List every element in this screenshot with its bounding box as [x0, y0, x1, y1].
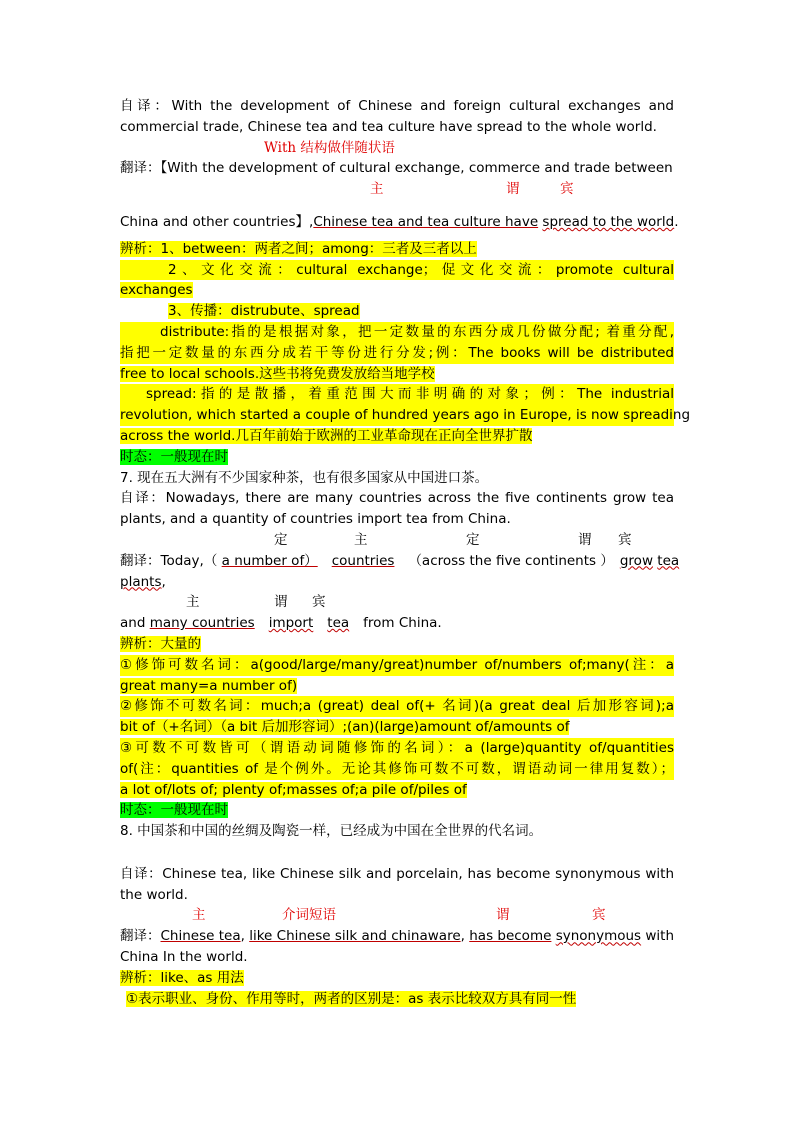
analysis-line: [120, 676, 674, 697]
tense-line: [120, 800, 674, 821]
prep-phrase-segment: like Chinese silk and chinaware: [249, 928, 461, 945]
marker-object: 宾: [592, 907, 606, 924]
analysis-line: ③可数不可数皆可（谓语动词随修饰的名词）：a (large)quantity of/quantities: [120, 738, 674, 759]
analysis-line: [120, 280, 674, 301]
self-translation-line: the world.: [120, 886, 188, 903]
text-segment: and: [120, 615, 150, 632]
text-segment: 翻译：Today,（: [120, 552, 222, 569]
analysis-line: of(注：quantities of 是个例外。无论其修饰可数不可数，谓语动词一律用复数）；: [120, 759, 674, 780]
marker-attribute: 定: [274, 531, 288, 548]
analysis-line: [120, 426, 674, 447]
marker-subject: 主: [370, 181, 384, 198]
analysis-line: 指把一定数量的东西分成若干等份进行分发;例：The books will be distributed: [120, 343, 674, 364]
tense-label: 时态：一般现在时: [120, 802, 228, 819]
marker-subject: 主: [354, 531, 368, 548]
analysis-line: spread:指的是散播，着重范围大而非明确的对象；例：The industrial: [120, 384, 674, 405]
subject-segment: countries: [331, 552, 395, 569]
tense-line: [120, 447, 674, 468]
analysis-line: distribute:指的是根据对象，把一定数量的东西分成几份做分配; 着重分配,: [120, 322, 674, 343]
analysis-line: [120, 634, 674, 655]
self-translation-line: 自译：With the development of Chinese and foreign cultural exchanges and: [120, 98, 674, 114]
analysis-text: across the world.几百年前始于欧洲的工业革命现在正向全世界扩散: [120, 427, 533, 444]
text-segment: 翻译：: [120, 928, 161, 945]
analysis-line: 2、文化交流：cultural exchange；促文化交流：promote cultural: [120, 260, 674, 281]
marker-predicate: 谓: [274, 594, 288, 611]
translation-line: [120, 613, 674, 634]
object-segment: tea: [327, 615, 350, 632]
attribute-segment: a number of）: [221, 552, 318, 569]
translation-line: [120, 212, 679, 233]
self-translation-line: commercial trade, Chinese tea and tea culture have spread to the whole world.: [120, 118, 657, 135]
object-segment: tea: [657, 552, 680, 569]
with-structure-note: With 结构做伴随状语: [264, 139, 395, 156]
self-translation-line: 自译：Nowadays, there are many countries across the five continents grow tea: [120, 490, 674, 507]
marker-prep-phrase: 介词短语: [282, 907, 336, 924]
self-translation-line: 自译：Chinese tea, like Chinese silk and porcelain, has become synonymous with: [120, 865, 674, 882]
tense-label: 时态：一般现在时: [120, 448, 228, 465]
subject-segment: many countries: [149, 615, 255, 632]
analysis-text: exchanges: [120, 282, 193, 299]
analysis-line: [120, 239, 674, 260]
analysis-line: ①修饰可数名词：a(good/large/many/great)number of/numbers of;many(注：a: [120, 655, 674, 676]
marker-predicate: 谓: [578, 531, 592, 548]
self-translation-line: plants, and a quantity of countries import tea from China.: [120, 511, 511, 528]
marker-subject: 主: [192, 907, 206, 924]
analysis-line: [120, 301, 674, 322]
translation-line: [120, 926, 674, 947]
analysis-line: ②修饰不可数名词：much;a (great) deal of(+ 名词)(a great deal 后加形容词);a: [120, 696, 674, 717]
text-segment: .: [674, 213, 679, 230]
annotation-note: [120, 138, 674, 159]
analysis-text: bit of（+名词）（a bit 后加形容词）;(an)(large)amount of/amounts of: [120, 719, 570, 736]
question-title: 8. 中国茶和中国的丝绸及陶瓷一样，已经成为中国在全世界的代名词。: [120, 823, 543, 840]
analysis-text: free to local schools.这些书将免费发放给当地学校: [120, 365, 435, 382]
text-segment: from China.: [363, 615, 442, 632]
text-segment: with: [641, 928, 675, 945]
subject-segment: Chinese tea and tea culture have: [313, 213, 539, 230]
marker-attribute: 定: [466, 531, 480, 548]
analysis-line: [120, 780, 674, 801]
grammar-marker-row: [120, 530, 674, 551]
subject-segment: Chinese tea: [160, 928, 241, 945]
grammar-marker-row: [120, 592, 674, 613]
analysis-line: [120, 968, 674, 989]
text-segment: China and other countries】,: [120, 213, 314, 230]
marker-subject: 主: [186, 594, 200, 611]
marker-object: 宾: [312, 594, 326, 611]
analysis-line: [120, 717, 674, 738]
document-page: [120, 96, 691, 1009]
analysis-text: a lot of/lots of; plenty of;masses of;a pile of/piles of: [120, 781, 467, 798]
marker-object: 宾: [618, 531, 632, 548]
text-segment: ,: [161, 573, 166, 590]
marker-predicate: 谓: [506, 181, 520, 198]
text-segment: （across the five continents ）: [408, 552, 614, 569]
analysis-text: 辨析：1、between：两者之间；among：三者及三者以上: [120, 240, 477, 257]
analysis-text: 辨析：大量的: [120, 635, 201, 652]
analysis-text: great many=a number of): [120, 677, 298, 694]
object-segment: plants: [120, 573, 162, 590]
predicate-segment: spread to the world: [542, 213, 675, 230]
marker-predicate: 谓: [496, 907, 510, 924]
text-segment: ,: [460, 928, 470, 945]
object-segment: synonymous: [555, 928, 642, 945]
analysis-text: 辨析：like、as 用法: [120, 969, 244, 986]
translation-line: [120, 551, 680, 572]
predicate-segment: import: [268, 615, 314, 632]
marker-object: 宾: [560, 181, 574, 198]
analysis-text: 3、传播：distrubute、spread: [168, 303, 360, 320]
analysis-line: revolution, which started a couple of hundred years ago in Europe, is now spreading: [120, 405, 674, 426]
analysis-line: [120, 989, 674, 1010]
grammar-marker-row: [120, 905, 674, 926]
analysis-text: ①表示职业、身份、作用等时，两者的区别是：as 表示比较双方具有同一性: [126, 990, 577, 1007]
predicate-segment: grow: [619, 552, 653, 569]
analysis-line: [120, 364, 674, 385]
grammar-marker-row: [120, 179, 674, 200]
translation-line: China In the world.: [120, 949, 248, 966]
predicate-segment: has become: [469, 928, 552, 945]
question-title: 7. 现在五大洲有不少国家种茶，也有很多国家从中国进口茶。: [120, 469, 489, 486]
translation-line: [120, 572, 674, 593]
translation-line: 翻译：【With the development of cultural exchange, commerce and trade between: [120, 160, 673, 177]
text-segment: ,: [240, 928, 250, 945]
